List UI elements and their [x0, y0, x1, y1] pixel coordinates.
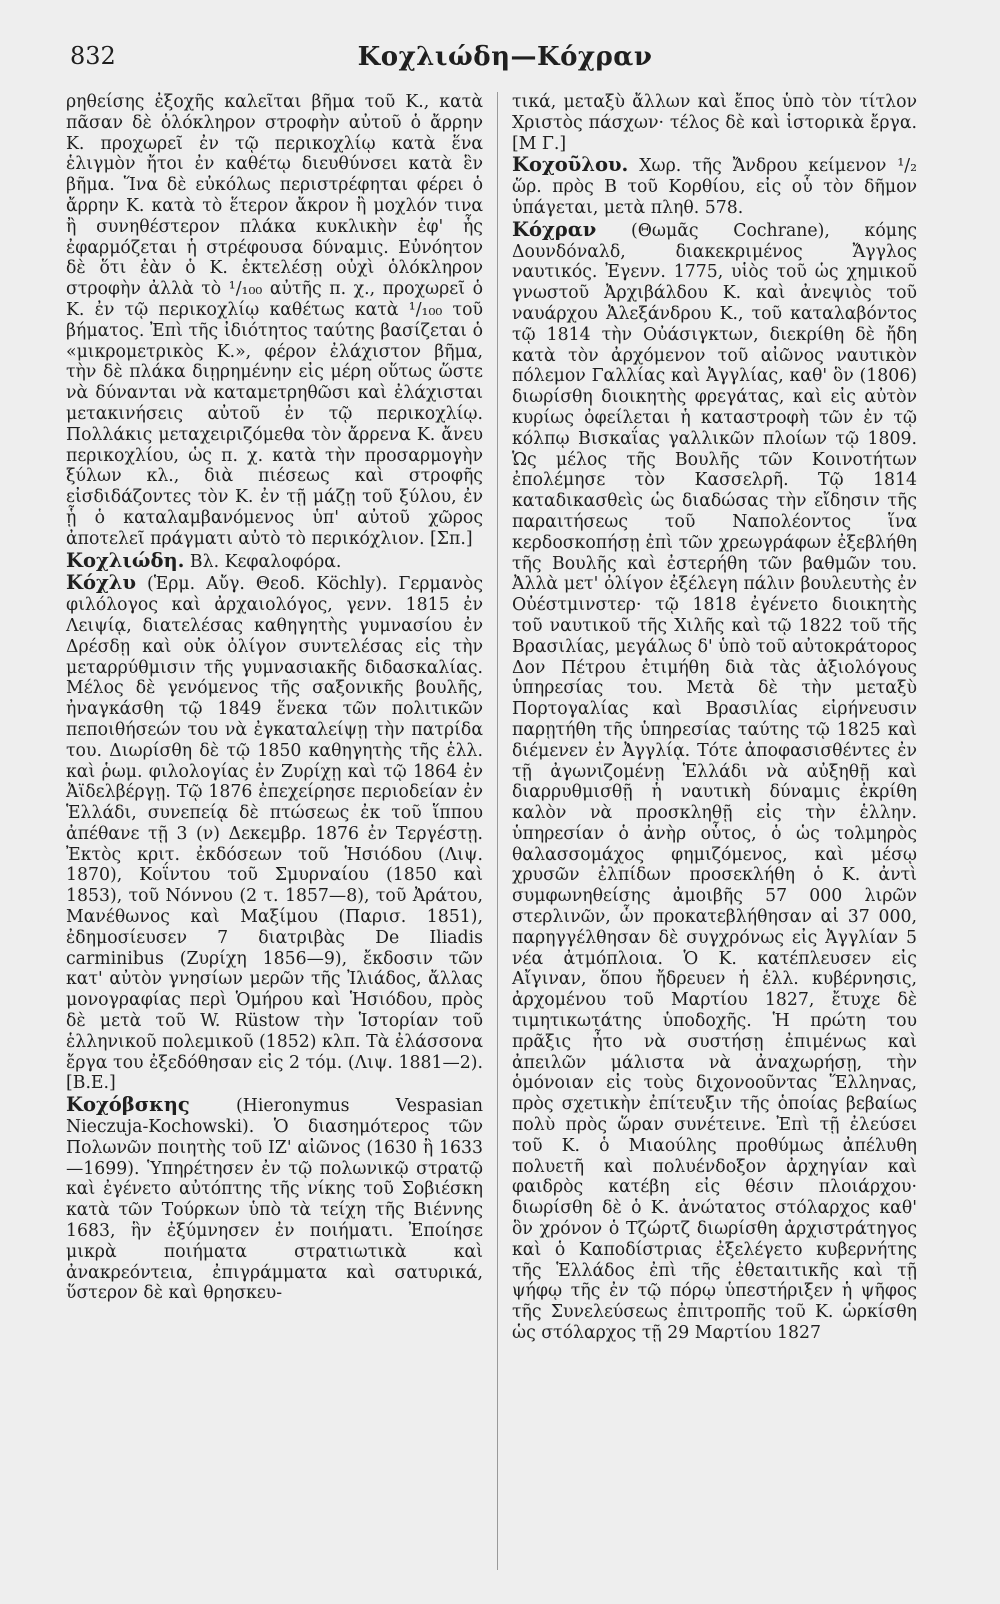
- page-number: 832: [70, 42, 116, 70]
- header-title: Κοχλιώδη—Κόχραν: [357, 42, 653, 72]
- entry-lemma: Κόχλυ: [66, 571, 136, 595]
- entry-continuation: [66, 92, 483, 550]
- entry-lemma: Κοχοῦλου.: [512, 153, 629, 177]
- entry-text: (Hieronymus Vespasian Nieczuja-Kochowski). Ὁ διασημότερος τῶν Πολωνῶν ποιητὴς τοῦ ΙΖ' αἰῶνος (1630 ἢ 1633—1699). Ὑπηρέτησεν ἐν τῷ πολωνικῷ στρατῷ καὶ ἐγένετο αὐτόπτης τῆς νίκης τοῦ Σοβιέσκη κατὰ τῶν Τούρκων ὑπὸ τὰ τείχη τῆς Βιέννης 1683, ἣν ἐξύμνησεν ἐν ποιήματι. Ἐποίησε μικρὰ ποιήματα στρατιωτικὰ καὶ ἀνακρεόντεια, ἐπιγράμματα καὶ σατυρικά, ὕστερον δὲ καὶ θρησκευ-: [66, 1096, 483, 1304]
- left-column: [66, 92, 483, 1304]
- entry-text: (Θωμᾶς Cochrane), κόμης Δουνδόναλδ, διακεκριμένος Ἄγγλος ναυτικός. Ἐγενν. 1775, υἱὸς τοῦ ὡς χημικοῦ γνωστοῦ Ἀρχιβάλδου Κ. καὶ ἀνεψιὸς τοῦ ναυάρχου Ἀλεξάνδρου Κ., τοῦ καταλαβόντος τῷ 1814 τὴν Οὐάσιγκτων, διεκρίθη δὲ ἤδη κατὰ τὸν ἀρχόμενον τοῦ αἰῶνος ναυτικὸν πόλεμον Γαλλίας καὶ Ἀγγλίας, καθ' ὃν (1806) διωρίσθη διοικητὴς φρεγάτας, καὶ εἰς αὐτὸν κυρίως ὀφείλεται ἡ καταστροφὴ τῶν ἐν τῷ κόλπῳ Βισκαΐας γαλλικῶν πλοίων τῷ 1809. Ὡς μέλος τῆς Βουλῆς τῶν Κοινοτήτων ἐπολέμησε τὸν Κασσελρῆ. Τῷ 1814 καταδικασθεὶς ὡς διαδώσας τὴν εἴδησιν τῆς παραιτήσεως τοῦ Ναπολέοντος ἵνα κερδοσκοπήσῃ ἐπὶ τῶν χρεωγράφων ἐξεβλήθη τῆς Βουλῆς καὶ ἐστερήθη τῶν βαθμῶν του. Ἀλλὰ μετ' ὀλίγον ἐξέλεγη πάλιν βουλευτὴς ἐν Οὐέστμινστερ· τῷ 1818 ἐγένετο διοικητὴς τοῦ ναυτικοῦ τῆς Χιλῆς καὶ τῷ 1822 τοῦ τῆς Βρασιλίας, μεγάλως δ' ὑπὸ τοῦ αὐτοκράτορος Δον Πέτρου ἐτιμήθη διὰ τὰς ἀξιολόγους ὑπηρεσίας του. Μετὰ δὲ τὴν μεταξὺ Πορτογαλίας καὶ Βρασιλίας εἰρήνευσιν παρῃτήθη τῆς ὑπηρεσίας ταύτης τῷ 1825 καὶ διέμενεν ἐν Ἀγγλίᾳ. Τότε ἀποφασισθέντες ἐν τῇ ἀγωνιζομένῃ Ἑλλάδι νὰ αὐξηθῇ καὶ διαρρυθμισθῇ ἡ ναυτικὴ δύναμις ἐκρίθη καλὸν νὰ προσκληθῇ εἰς τὴν ἑλλην. ὑπηρεσίαν ὁ ἀνὴρ οὗτος, ὁ ὡς τολμηρὸς θαλασσομάχος φημιζόμενος, καὶ μέσῳ χρυσῶν ἐλπίδων προσεκλήθη ὁ Κ. ἀντὶ συμφωνηθείσης ἀμοιβῆς 57 000 λιρῶν στερλινῶν, ὧν προκατεβλήθησαν αἱ 37 000, παρηγγέλθησαν δὲ συγχρόνως εἰς Ἀγγλίαν 5 νέα ἀτμόπλοια. Ὁ Κ. κατέπλευσεν εἰς Αἴγιναν, ὅπου ἤδρευεν ἡ ἑλλ. κυβέρνησις, ἀρχομένου τοῦ Μαρτίου 1827, ἔτυχε δὲ τιμητικωτάτης ὑποδοχῆς. Ἡ πρώτη του πρᾶξις ἦτο νὰ συστήσῃ ἐπιμένως καὶ ἀπειλῶν μάλιστα νὰ ἀναχωρήσῃ, τὴν ὁμόνοιαν εἰς τοὺς διχονοοῦντας Ἕλληνας, πρὸς σχετικὴν ἐπίτευξιν τῆς ὁποίας βεβαίως πολὺ πρὸς ὥραν συνέτεινε. Ἐπὶ τῇ ἐλεύσει τοῦ Κ. ὁ Μιαούλης προθύμως ἀπέλυθη πολυετῆ καὶ πολυένδοξον ἀρχηγίαν καὶ φαιδρὸς κατέβη εἰς θέσιν πλοιάρχου· διωρίσθη δὲ ὁ Κ. ἀνώτατος στόλαρχος καθ' ὃν χρόνον ὁ Τζώρτζ διωρίσθη ἀρχιστράτηγος καὶ ὁ Καποδίστριας ἐξελέγετο κυβερνήτης τῆς Ἑλλάδος ἐπὶ τῆς ἐθεταιτικῆς καὶ τῇ ψήφῳ τῆς ἐν τῷ πόρῳ ὑπεστήριξεν ἡ ψῆφος τῆς Συνελεύσεως ἐπιτροπῆς τοῦ Κ. ὡρκίσθη ὡς στόλαρχος τῇ 29 Μαρτίου 1827: [512, 220, 917, 1344]
- entry-cochrane: [512, 217, 917, 1344]
- right-column: [512, 92, 917, 1344]
- entry-kochliode: [66, 548, 483, 573]
- entry-text: Χωρ. τῆς Ἄνδρου κείμενον ¹/₂ ὥρ. πρὸς Β τοῦ Κορθίου, εἰς οὗ τὸν δῆμον ὑπάγεται, μετὰ πληθ. 578.: [512, 156, 917, 218]
- entry-text: τικά, μεταξὺ ἄλλων καὶ ἔπος ὑπὸ τὸν τίτλον Χριστὸς πάσχων· τέλος δὲ καὶ ἱστορικὰ ἔργα. [Μ Γ.]: [512, 92, 917, 154]
- entry-lemma: Κοχλιώδη.: [66, 548, 185, 572]
- entry-kochly: [66, 573, 483, 1094]
- entry-text: (Ἑρμ. Αὔγ. Θεοδ. Köchly). Γερμανὸς φιλόλογος καὶ ἀρχαιολόγος, γενν. 1815 ἐν Λειψίᾳ, διατελέσας καθηγητὴς γυμνασίου ἐν Δρέσδῃ καὶ οὐκ ὀλίγον συντελέσας εἰς τὴν μεταρρύθμισιν τῆς γυμνασιακῆς διδασκαλίας. Μέλος δὲ γενόμενος τῆς σαξονικῆς βουλῆς, ἠναγκάσθη τῷ 1849 ἕνεκα τῶν πολιτικῶν πεποιθήσεών του νὰ ἐγκαταλείψῃ τὴν πατρίδα του. Διωρίσθη δὲ τῷ 1850 καθηγητὴς τῆς ἑλλ. καὶ ῥωμ. φιλολογίας ἐν Ζυρίχῃ καὶ τῷ 1864 ἐν Ἀϊδελβέργῃ. Τῷ 1876 ἐπεχείρησε περιοδείαν ἐν Ἑλλάδι, συνεπείᾳ δὲ πτώσεως ἐκ τοῦ ἵππου ἀπέθανε τῇ 3 (ν) Δεκεμβρ. 1876 ἐν Τεργέστῃ. Ἐκτὸς κριτ. ἐκδόσεων τοῦ Ἡσιόδου (Λιψ. 1870), Κοΐντου τοῦ Σμυρναίου (1850 καὶ 1853), τοῦ Νόννου (2 τ. 1857—8), τοῦ Ἀράτου, Μανέθωνος καὶ Μαξίμου (Παρισ. 1851), ἐδημοσίευσεν 7 διατριβὰς De Iliadis carminibus (Ζυρίχη 1856—9), ἔκδοσιν τῶν κατ' αὐτὸν γνησίων μερῶν τῆς Ἰλιάδος, ἄλλας μονογραφίας περὶ Ὁμήρου καὶ Ἡσιόδου, πρὸς δὲ μετὰ τοῦ W. Rüstow τὴν Ἱστορίαν τοῦ ἑλληνικοῦ πολεμικοῦ (1852) κλπ. Τὰ ἐλάσσονα ἔργα του ἐξεδόθησαν εἰς 2 τόμ. (Λιψ. 1881—2). [Β.Ε.]: [66, 574, 483, 1094]
- entry-kochoulou: [512, 155, 917, 218]
- entry-lemma: Κοχόβσκης: [66, 1093, 190, 1117]
- entry-lemma: Κόχραν: [512, 217, 597, 241]
- running-head: [70, 42, 940, 82]
- entry-text: Βλ. Κεφαλοφόρα.: [184, 551, 342, 572]
- column-divider: [497, 92, 498, 1570]
- entry-continuation: [512, 92, 917, 154]
- entry-kochowski: [66, 1095, 483, 1304]
- entry-text: ρηθείσης ἐξοχῆς καλεῖται βῆμα τοῦ Κ., κατὰ πᾶσαν δὲ ὁλόκληρον στροφὴν αὐτοῦ ὁ ἄρρην Κ. προχωρεῖ ἐν τῷ περικοχλίῳ κατὰ ἕνα ἑλιγμὸν ἤτοι ἐν καθέτῳ διευθύνσει κατὰ ἓν βῆμα. Ἵνα δὲ εὐκόλως περιστρέφηται φέρει ὁ ἄρρην Κ. κατὰ τὸ ἕτερον ἄκρον ἢ μοχλόν τινα ἢ συνηθέστερον πλάκα κυκλικὴν ἐφ' ἧς ἐφαρμόζεται ἡ στρέφουσα δύναμις. Εὐνόητον δὲ ὅτι ἐὰν ὁ Κ. ἐκτελέσῃ οὐχὶ ὁλόκληρον στροφὴν ἀλλὰ τὸ ¹/₁₀₀ αὐτῆς π. χ., προχωρεῖ ὁ Κ. ἐν τῷ περικοχλίῳ καθέτως κατὰ ¹/₁₀₀ τοῦ βήματος. Ἐπὶ τῆς ἰδιότητος ταύτης βασίζεται ὁ «μικρομετρικὸς Κ.», φέρον ἐλάχιστον βῆμα, τὴν δὲ πλάκα διῃρημένην εἰς μέρη οὕτως ὥστε νὰ δύνανται νὰ καταμετρηθῶσι καὶ ἐλάχισται μετακινήσεις αὐτοῦ ἐν τῷ περικοχλίῳ. Πολλάκις μεταχειριζόμεθα τὸν ἄρρενα Κ. ἄνευ περικοχλίου, ὡς π. χ. κατὰ τὴν προσαρμογὴν ξύλων κλ., διὰ πιέσεως καὶ στροφῆς εἰσδιδάζοντες τὸν Κ. ἐν τῇ μάζῃ τοῦ ξύλου, ἐν ᾗ ὁ καταλαμβανόμενος ὑπ' αὐτοῦ χῶρος ἀποτελεῖ πράγματι αὐτὸ τὸ περικόχλιον. [Σπ.]: [66, 92, 483, 549]
